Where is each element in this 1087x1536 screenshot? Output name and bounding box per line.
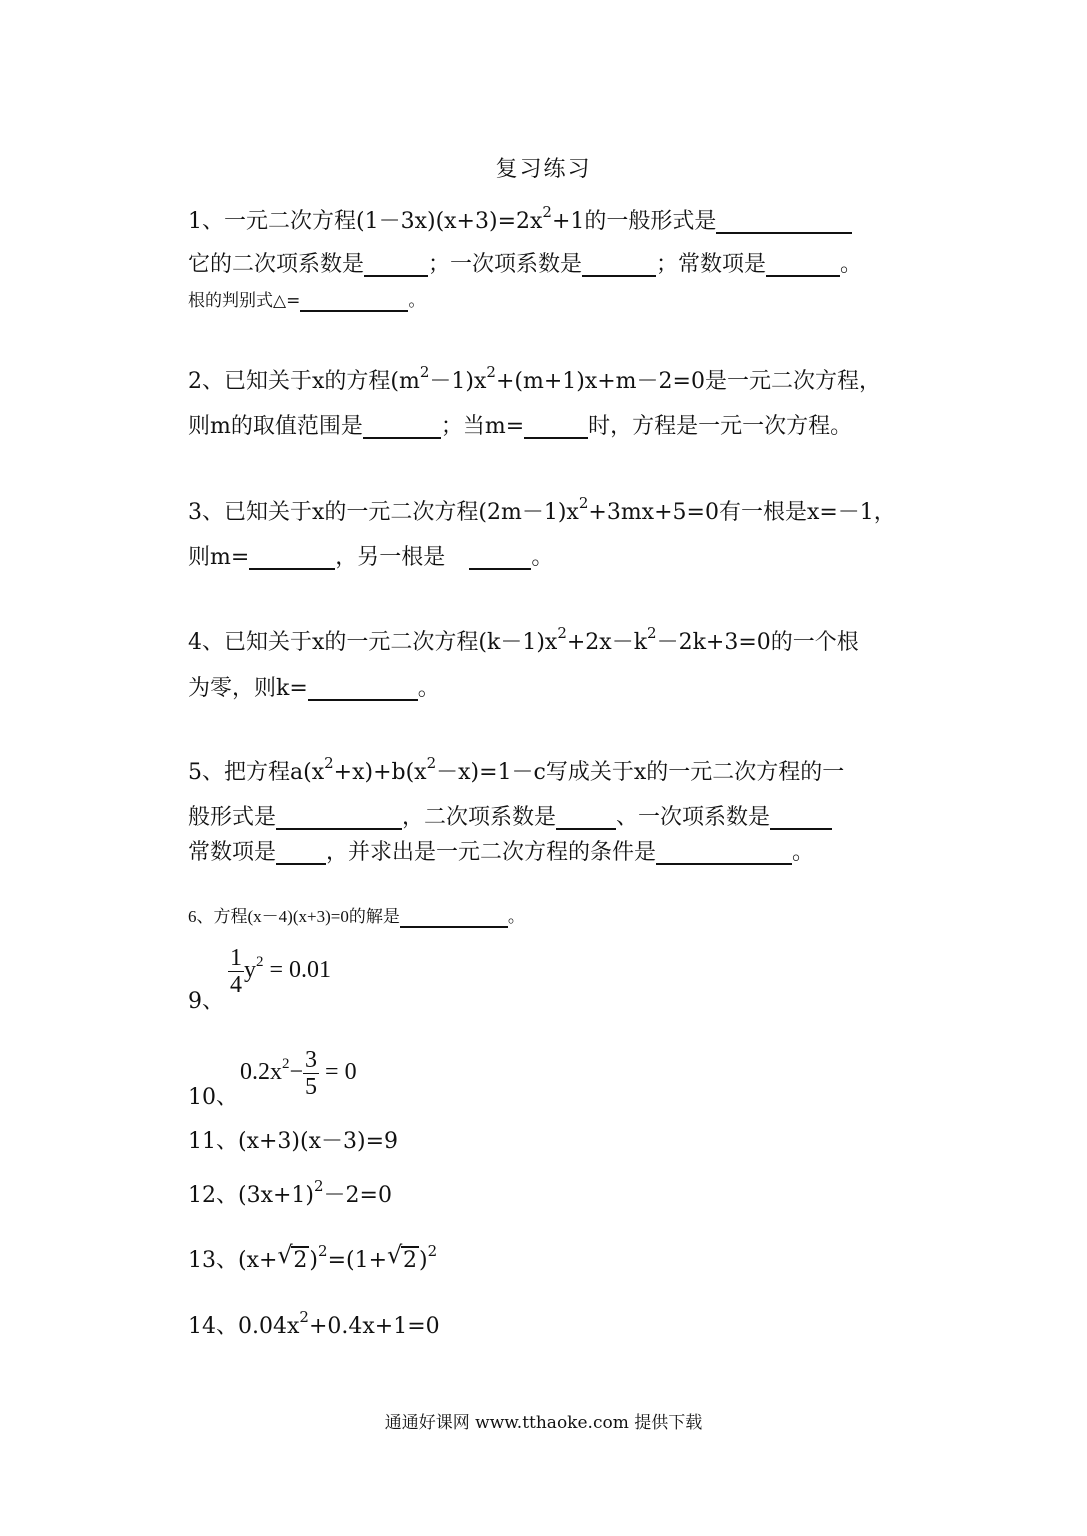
question-9-equation: $\frac{1}{4}$ $y^2 = 0.01$ (230, 945, 332, 998)
q5-text: 5、把方程a(x (188, 760, 325, 785)
answer-blank[interactable] (556, 806, 616, 830)
page-title: 复习练习 (495, 157, 592, 182)
answer-blank[interactable] (364, 253, 428, 277)
q3-text: ，另一根是 (335, 545, 446, 570)
q5-text: 般形式是 (188, 805, 277, 830)
q1-text: 根的判别式△= (188, 291, 301, 311)
answer-blank[interactable] (249, 546, 335, 570)
question-4-line-2 (188, 674, 440, 704)
answer-blank[interactable] (363, 415, 441, 439)
fraction: $\frac{3}{5}$ (305, 1047, 318, 1100)
q4-exponent: 2 (647, 624, 657, 642)
answer-blank[interactable] (524, 415, 588, 439)
question-1-line-3 (188, 286, 425, 316)
q5-text: 。 (792, 840, 815, 865)
question-4-line-1 (188, 624, 859, 658)
answer-blank[interactable] (770, 806, 832, 830)
answer-blank[interactable] (300, 292, 408, 312)
question-3-line-1 (188, 494, 896, 528)
q2-text: +(m+1)x+m－2=0是一元二次方程， (495, 369, 881, 394)
q3-text: 3、已知关于x的一元二次方程(2m－1)x (188, 500, 579, 525)
question-5-line-2 (188, 803, 832, 833)
fraction: $\frac{1}{4}$ (230, 945, 242, 998)
answer-blank[interactable] (308, 677, 418, 701)
question-2-line-1 (188, 363, 881, 397)
question-1-line-2 (188, 250, 862, 280)
q3-text: 。 (531, 545, 554, 570)
q3-exponent: 2 (578, 494, 589, 512)
question-10-label: 10、 (188, 1085, 238, 1110)
answer-blank[interactable] (716, 210, 852, 234)
question-6 (188, 902, 525, 932)
q2-exponent: 2 (419, 363, 430, 381)
q5-text: ，二次项系数是 (402, 805, 557, 830)
q2-text: 2、已知关于x的方程(m (188, 369, 420, 394)
answer-blank[interactable] (469, 546, 531, 570)
question-10-equation: $0.2x^2-$ $\frac{3}{5}$ = 0 (240, 1047, 357, 1100)
q5-text: 、一次项系数是 (616, 805, 771, 830)
q5-text: 常数项是 (188, 840, 277, 865)
q4-text: 。 (417, 676, 440, 701)
question-2-line-2 (188, 412, 852, 442)
question-9-label: 9、 (188, 989, 224, 1014)
answer-blank[interactable] (582, 253, 656, 277)
square-root: √ 2 (277, 1241, 308, 1273)
q2-text: ；当m= (440, 414, 525, 439)
q5-text: －x)=1－c写成关于x的一元二次方程的一 (436, 760, 845, 785)
answer-blank[interactable] (276, 841, 326, 865)
q3-text: +3mx+5=0有一根是x=－1， (588, 500, 896, 525)
question-13: 13、(x+ √ 2)$^2$=(1+ √ 2)$^2$ (188, 1246, 437, 1276)
question-14: 14、$0.04x^2+0.4x+1=0$ (188, 1308, 440, 1339)
q4-exponent: 2 (557, 624, 567, 642)
q5-text: +x)+b(x (333, 760, 427, 785)
answer-blank[interactable] (276, 806, 402, 830)
answer-blank[interactable] (766, 253, 840, 277)
question-11: 11、(x+3)(x－3)=9 (188, 1129, 398, 1154)
q4-text: +2x－k (566, 630, 648, 655)
q4-text: 4、已知关于x的一元二次方程(k－1)x (188, 630, 558, 655)
q2-text: －1)x (429, 369, 487, 394)
question-3-line-2 (188, 543, 553, 573)
q3-text: 则m= (188, 545, 250, 570)
q1-exponent: 2 (542, 203, 552, 221)
question-5-line-3 (188, 838, 814, 868)
q5-exponent: 2 (426, 754, 437, 772)
q1-text: ；一次项系数是 (428, 252, 583, 277)
q1-text: 它的二次项系数是 (188, 252, 365, 277)
q6-text: 。 (507, 907, 525, 926)
q1-text: 。 (408, 291, 426, 311)
question-12: 12、$(3x+1)^2-2=0$ (188, 1177, 392, 1208)
q2-text: 时，方程是一元一次方程。 (588, 414, 853, 439)
q1-text: 。 (840, 252, 863, 277)
q2-exponent: 2 (486, 363, 496, 381)
q4-text: 为零，则k= (188, 676, 308, 701)
footer-text: 通通好课网 www.tthaoke.com 提供下载 (384, 1413, 703, 1433)
q6-text: 6、方程(x－4)(x+3)=0的解是 (188, 907, 400, 926)
q5-text: ，并求出是一元二次方程的条件是 (326, 840, 657, 865)
q5-exponent: 2 (324, 754, 334, 772)
q1-text: ；常数项是 (656, 252, 767, 277)
q1-text: +1的一般形式是 (551, 209, 717, 234)
question-1-line-1 (188, 203, 852, 237)
square-root: √ 2 (387, 1241, 418, 1273)
q2-text: 则m的取值范围是 (188, 414, 363, 439)
answer-blank[interactable] (656, 841, 792, 865)
answer-blank[interactable] (400, 908, 508, 928)
question-5-line-1 (188, 754, 845, 788)
q4-text: －2k+3=0的一个根 (656, 630, 859, 655)
q1-text: 1、一元二次方程(1－3x)(x+3)=2x (188, 209, 543, 234)
